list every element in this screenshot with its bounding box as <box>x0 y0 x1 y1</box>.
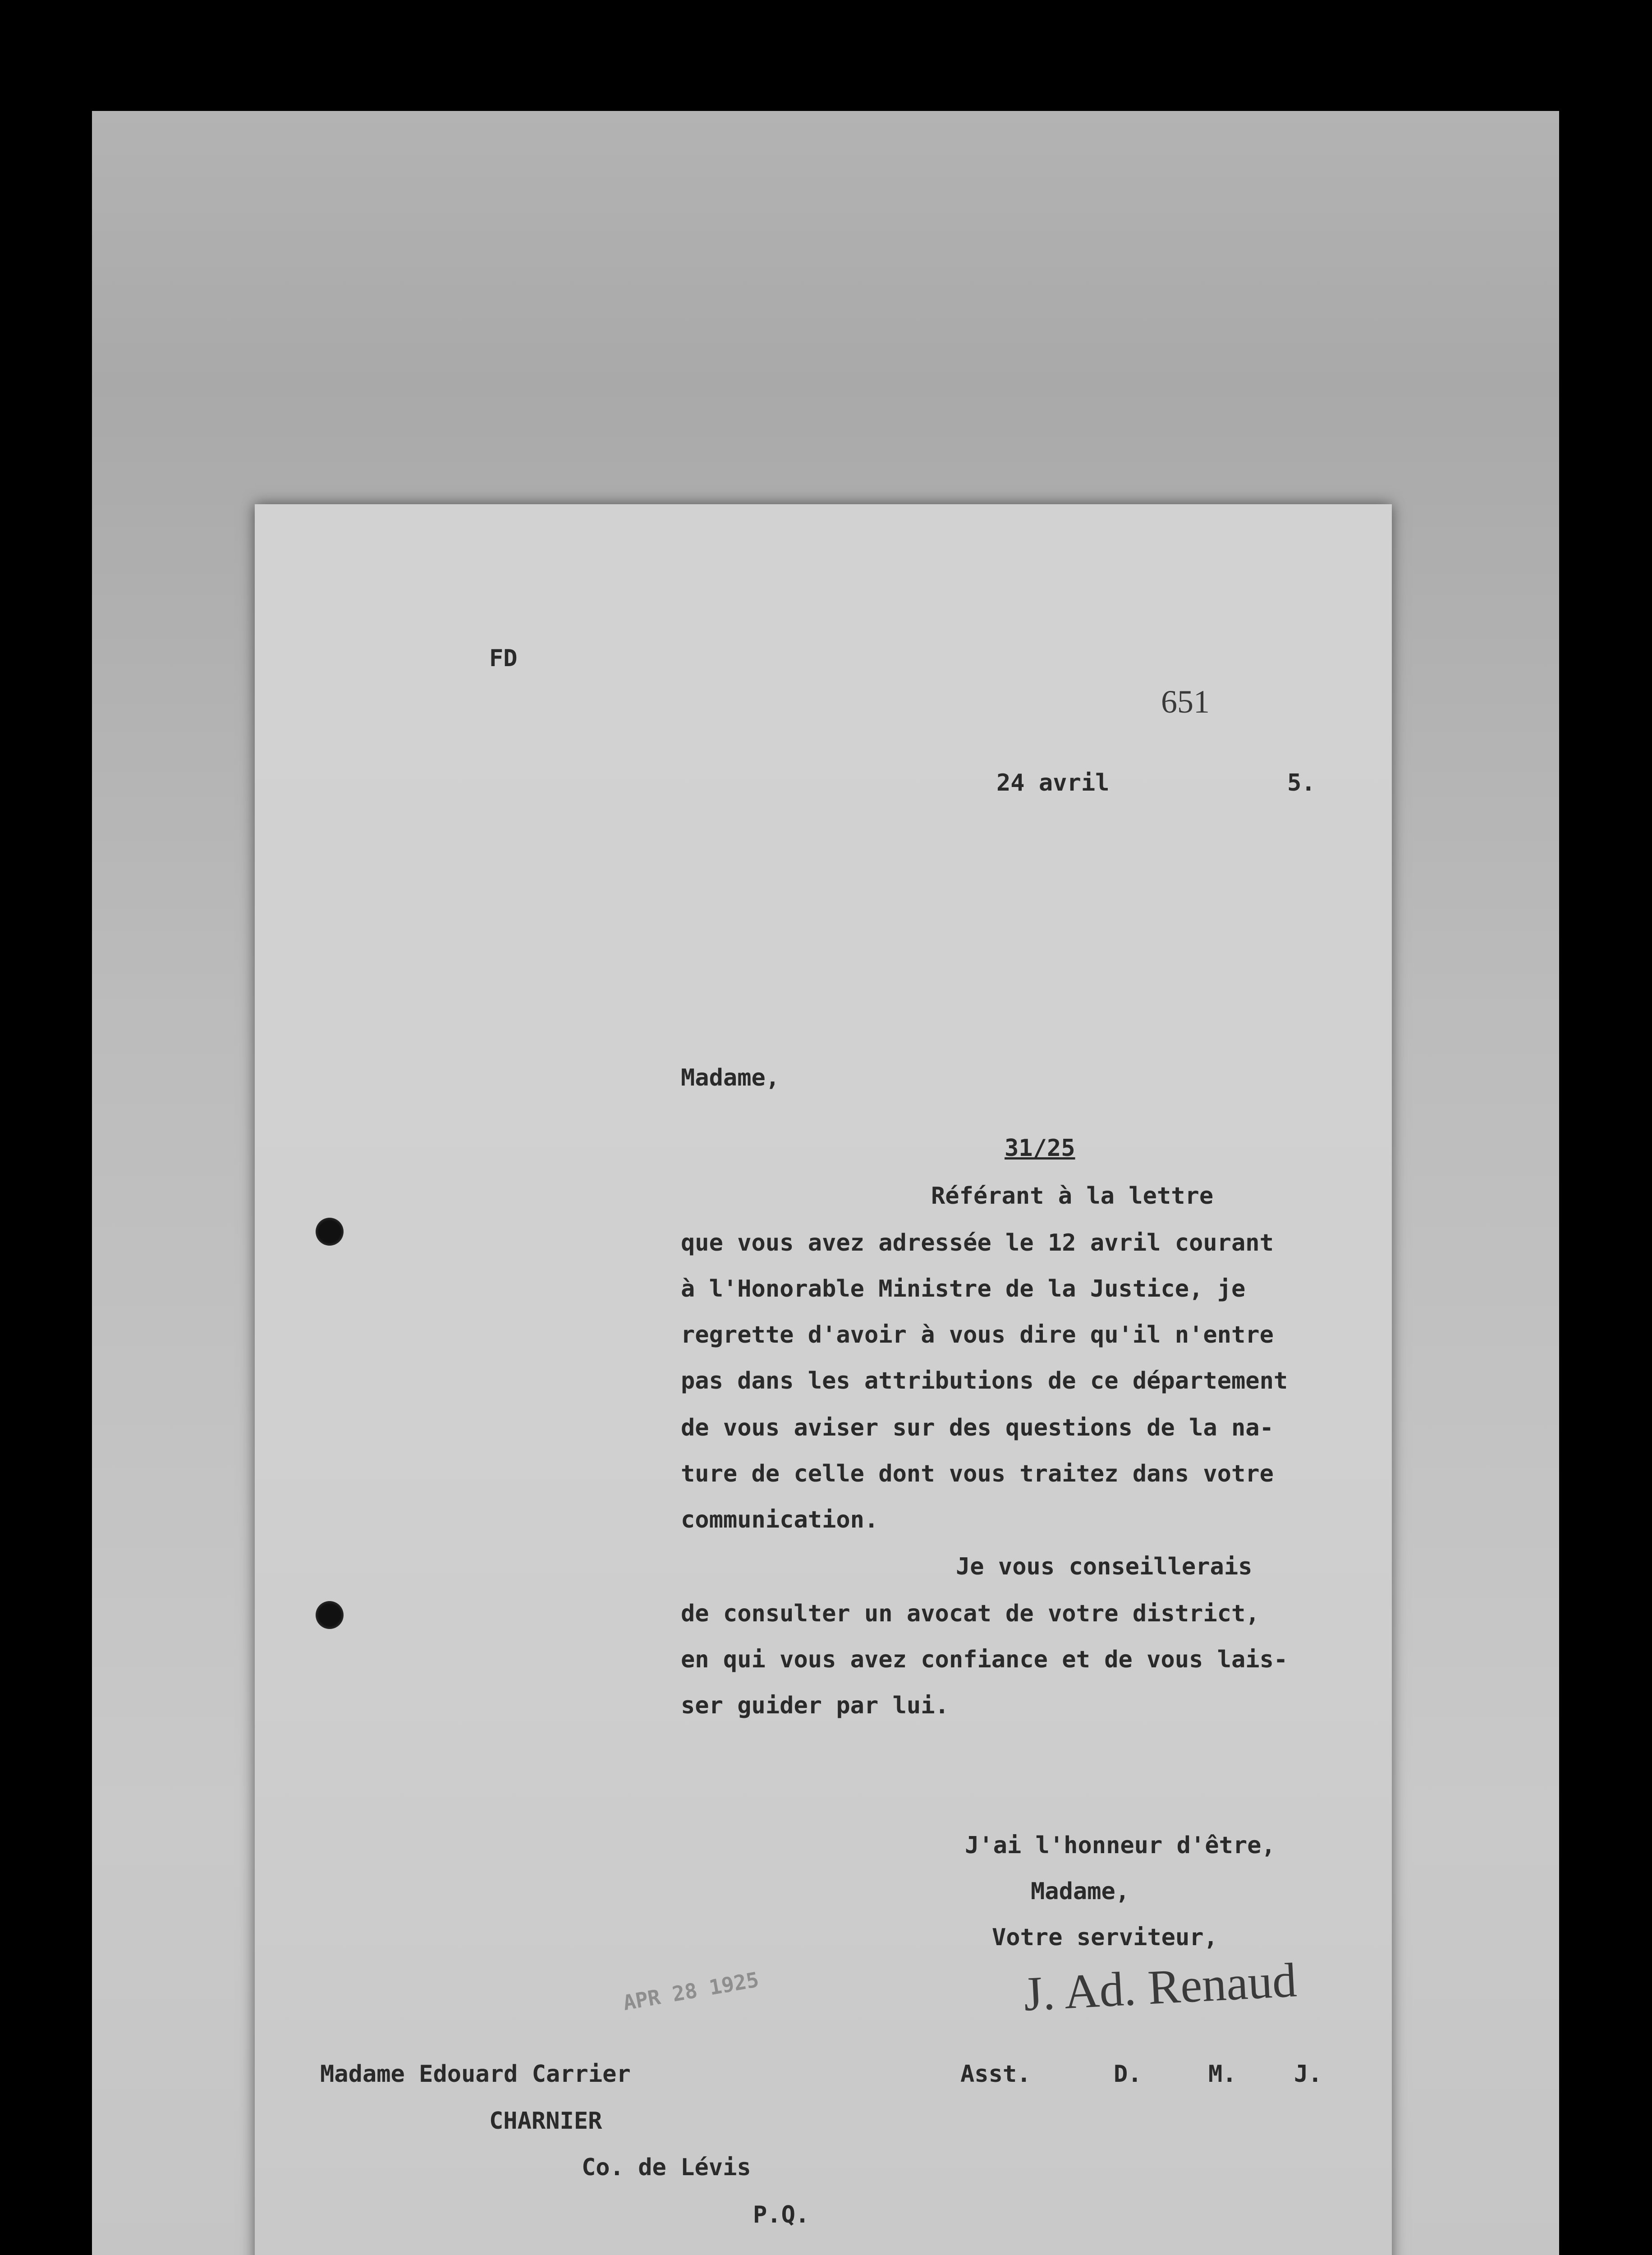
letter-date-suffix: 5. <box>1287 769 1316 796</box>
received-stamp: APR 28 1925 <box>621 1967 761 2016</box>
addressee-line: Madame Edouard Carrier <box>320 2061 631 2088</box>
body-line: ser guider par lui. <box>681 1692 949 1719</box>
closing-line: J'ai l'honneur d'être, <box>965 1832 1276 1859</box>
page-number: 651 <box>1161 684 1210 720</box>
reference-number: 31/25 <box>1005 1135 1075 1162</box>
body-line: de vous aviser sur des questions de la na- <box>681 1414 1274 1441</box>
body-line: pas dans les attributions de ce département <box>681 1367 1288 1394</box>
body-line: Référant à la lettre <box>931 1183 1214 1210</box>
salutation: Madame, <box>681 1064 780 1091</box>
signer-title: M. <box>1208 2061 1237 2088</box>
body-line: de consulter un avocat de votre district, <box>681 1600 1260 1627</box>
body-line: communication. <box>681 1506 879 1533</box>
body-line: ture de celle dont vous traitez dans votre <box>681 1460 1274 1487</box>
closing-line: Madame, <box>1031 1878 1130 1905</box>
signature: J. Ad. Renaud <box>1022 1953 1298 2021</box>
addressee-line: CHARNIER <box>489 2108 602 2135</box>
body-line: en qui vous avez confiance et de vous lais- <box>681 1646 1288 1673</box>
body-line: Je vous conseillerais <box>956 1553 1253 1580</box>
closing-line: Votre serviteur, <box>992 1924 1218 1951</box>
signer-title: D. <box>1114 2061 1142 2088</box>
body-line: que vous avez adressée le 12 avril courant <box>681 1229 1274 1256</box>
punch-hole-bottom <box>316 1601 344 1629</box>
addressee-line: P.Q. <box>753 2201 810 2228</box>
signer-title: Asst. <box>960 2061 1031 2088</box>
file-code: FD <box>489 645 518 672</box>
body-line: à l'Honorable Ministre de la Justice, je <box>681 1275 1246 1302</box>
signer-title: J. <box>1294 2061 1322 2088</box>
addressee-line: Co. de Lévis <box>582 2154 751 2181</box>
punch-hole-top <box>316 1218 344 1246</box>
body-line: regrette d'avoir à vous dire qu'il n'entre <box>681 1321 1274 1348</box>
letter-date: 24 avril <box>996 769 1110 796</box>
